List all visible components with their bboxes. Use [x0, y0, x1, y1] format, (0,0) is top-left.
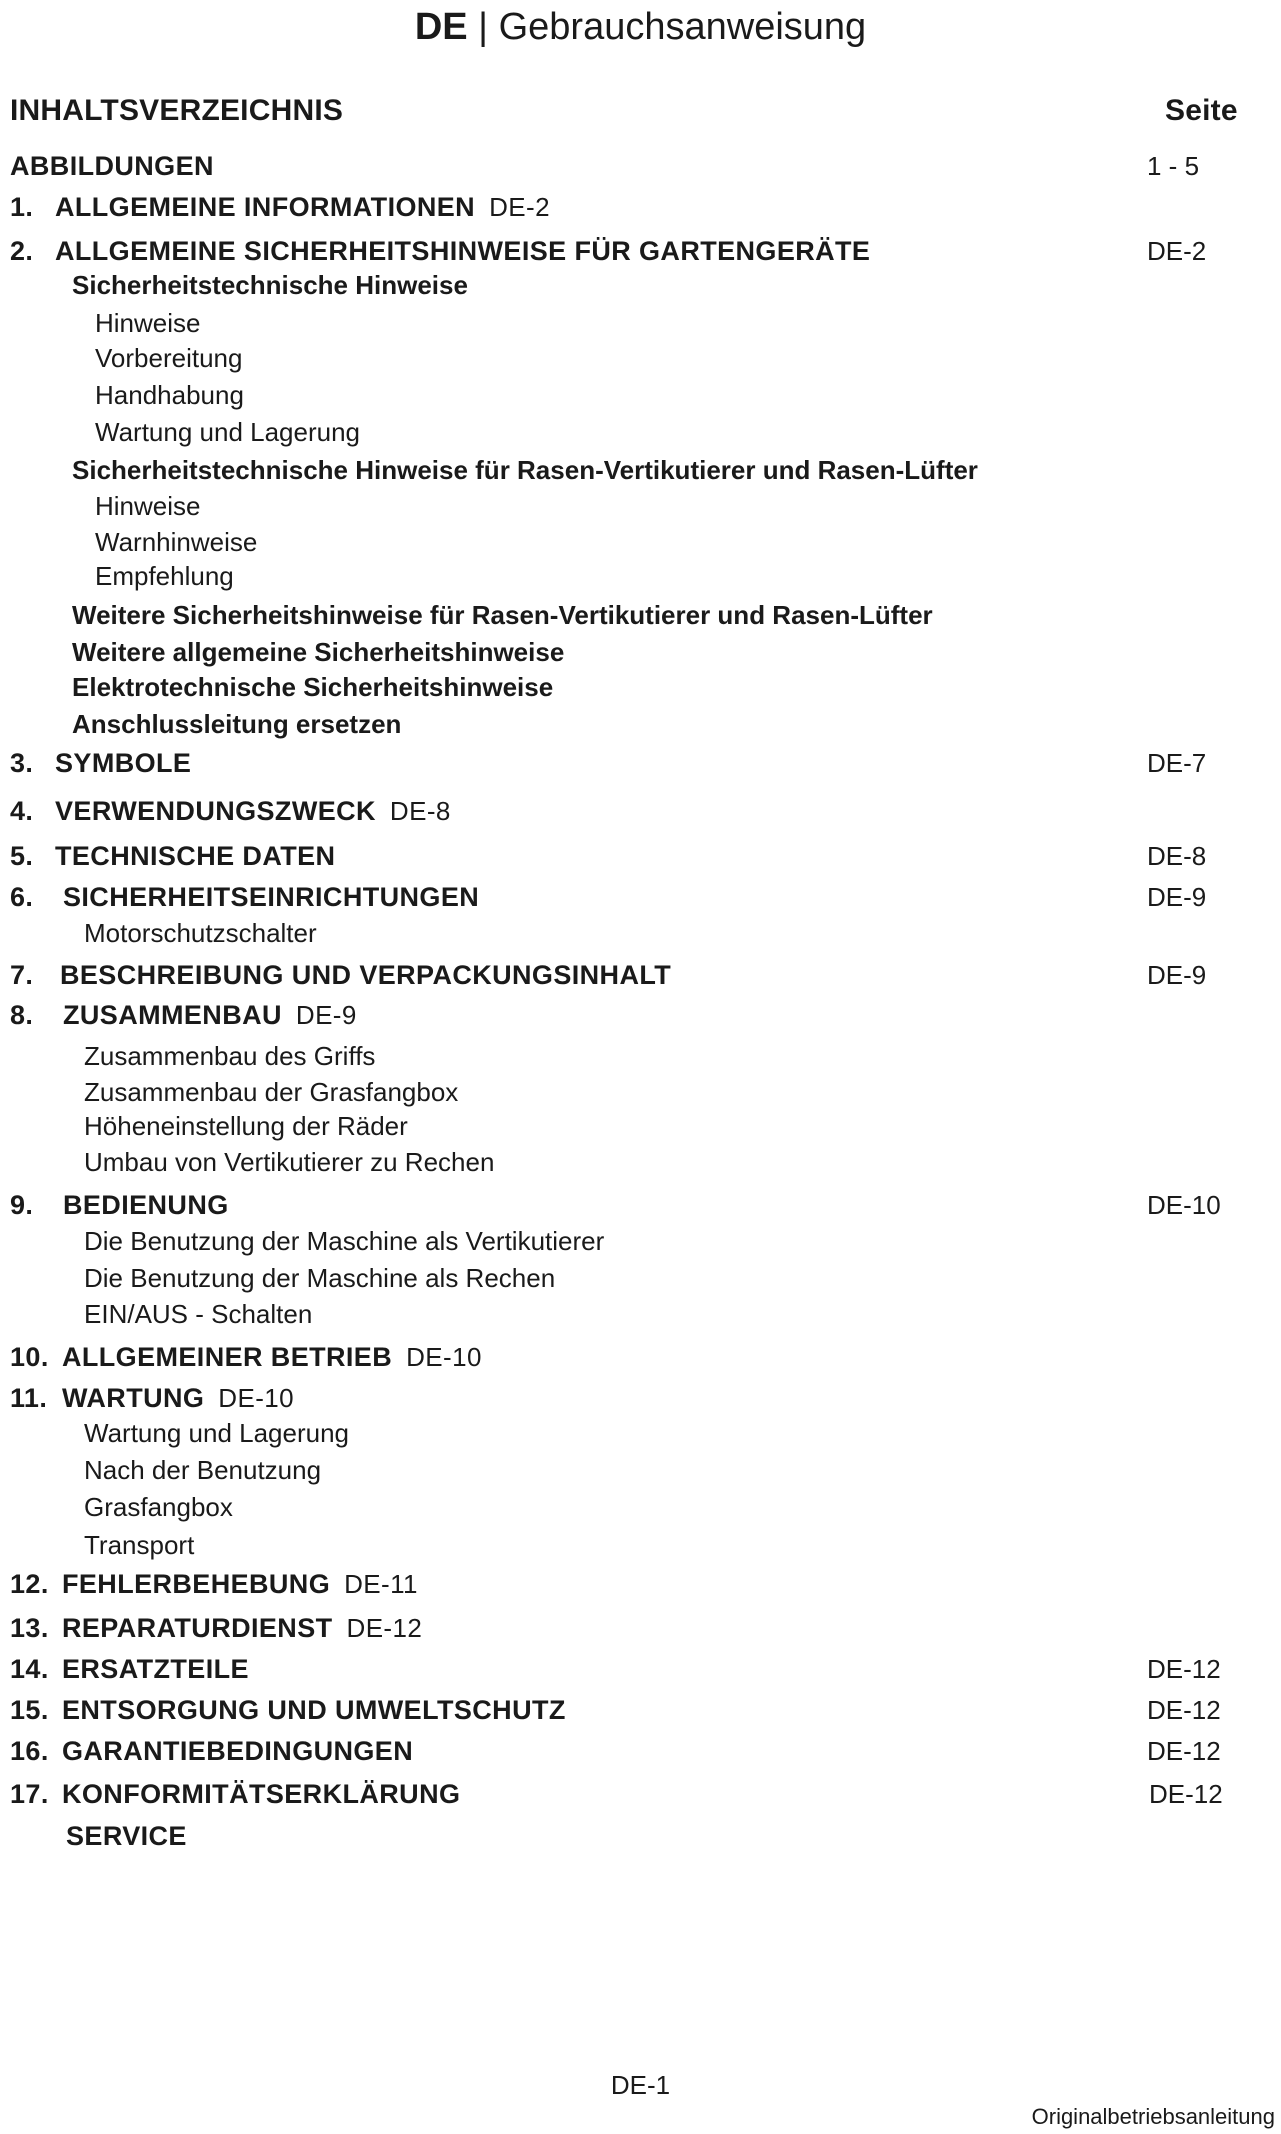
toc-entry-number: 7.	[10, 960, 34, 990]
page-number: DE-1	[610, 2070, 671, 2100]
toc-entry-title: SYMBOLE	[55, 748, 192, 778]
toc-entry-page: DE-8	[1147, 841, 1207, 871]
toc-item-label: Hinweise	[95, 308, 201, 338]
toc-entry-number: 6.	[10, 882, 34, 912]
toc-item-label: Zusammenbau des Griffs	[84, 1041, 376, 1071]
toc-item-label: Die Benutzung der Maschine als Rechen	[84, 1263, 556, 1293]
toc-entry-title: ENTSORGUNG UND UMWELTSCHUTZ	[62, 1695, 566, 1725]
toc-entry-page: DE-12	[1147, 1736, 1221, 1766]
toc-entry-title: ZUSAMMENBAU	[63, 1000, 282, 1030]
toc-entry-title: ERSATZTEILE	[62, 1654, 249, 1684]
toc-subentry-title: Elektrotechnische Sicherheitshinweise	[72, 672, 554, 702]
toc-entry-page: DE-12	[1149, 1779, 1223, 1809]
toc-entry-page: DE-12	[1147, 1654, 1221, 1684]
toc-entry-page: DE-11	[344, 1569, 418, 1599]
document-title: Gebrauchsanweisung	[498, 6, 867, 48]
toc-entry-page: 1 - 5	[1147, 151, 1200, 181]
toc-entry-title: ALLGEMEINE INFORMATIONEN	[55, 192, 476, 222]
toc-subentry-title: Anschlussleitung ersetzen	[72, 709, 402, 739]
toc-item-label: EIN/AUS - Schalten	[84, 1299, 313, 1329]
toc-entry-page: DE-10	[1147, 1190, 1221, 1220]
toc-entry-page: DE-9	[1147, 882, 1207, 912]
toc-entry-number: 17.	[10, 1779, 49, 1809]
toc-item-label: Warnhinweise	[95, 527, 258, 557]
toc-entry-title: BEDIENUNG	[63, 1190, 229, 1220]
toc-entry-number: 8.	[10, 1000, 34, 1030]
toc-item-label: Motorschutzschalter	[84, 918, 317, 948]
footer-note: Originalbetriebsanleitung	[1031, 2104, 1275, 2129]
toc-entry-number: 14.	[10, 1654, 49, 1684]
language-code: DE	[414, 6, 468, 48]
toc-entry-page: DE-9	[295, 1000, 357, 1030]
toc-entry-page: DE-10	[218, 1383, 294, 1413]
toc-entry-title: TECHNISCHE DATEN	[55, 841, 336, 871]
toc-entry-title: SICHERHEITSEINRICHTUNGEN	[63, 882, 480, 912]
toc-entry-page: DE-2	[1147, 236, 1207, 266]
toc-item-label: Höheneinstellung der Räder	[84, 1111, 408, 1141]
toc-subentry-title: Weitere Sicherheitshinweise für Rasen-Vertikutierer und Rasen-Lüfter	[72, 600, 933, 630]
toc-item-label: Wartung und Lagerung	[95, 417, 361, 447]
toc-item-label: Empfehlung	[95, 561, 234, 591]
toc-entry-number: 5.	[10, 841, 34, 871]
toc-entry-number: 10.	[10, 1342, 49, 1372]
toc-subentry-title: Sicherheitstechnische Hinweise	[72, 270, 468, 300]
toc-subentry-title: Weitere allgemeine Sicherheitshinweise	[72, 637, 565, 667]
toc-item-label: Nach der Benutzung	[84, 1455, 322, 1485]
toc-entry-title: GARANTIEBEDINGUNGEN	[62, 1736, 414, 1766]
toc-entry-number: 15.	[10, 1695, 49, 1725]
toc-entry-title: ALLGEMEINER BETRIEB	[62, 1342, 393, 1372]
toc-entry-page: DE-8	[389, 796, 451, 826]
toc-entry-number: 13.	[10, 1613, 49, 1643]
toc-entry-page: DE-7	[1147, 748, 1207, 778]
toc-entry-title: REPARATURDIENST	[62, 1613, 333, 1643]
toc-entry-title: VERWENDUNGSZWECK	[55, 796, 376, 826]
toc-entry-title: FEHLERBEHEBUNG	[62, 1569, 331, 1599]
page-column-heading: Seite	[1165, 94, 1238, 127]
toc-item-label: Grasfangbox	[84, 1492, 233, 1522]
toc-entry-number: 9.	[10, 1190, 34, 1220]
toc-entry-number: 16.	[10, 1736, 49, 1766]
toc-entry-title: ABBILDUNGEN	[10, 151, 214, 181]
toc-entry-title: KONFORMITÄTSERKLÄRUNG	[62, 1779, 461, 1809]
toc-entry-number: 4.	[10, 796, 34, 826]
toc-item-label: Umbau von Vertikutierer zu Rechen	[84, 1147, 495, 1177]
toc-entry-page: DE-9	[1147, 960, 1207, 990]
toc-entry-title: BESCHREIBUNG UND VERPACKUNGSINHALT	[60, 960, 672, 990]
toc-item-label: Handhabung	[95, 380, 244, 410]
toc-item-label: Wartung und Lagerung	[84, 1418, 350, 1448]
title-separator: |	[478, 6, 489, 48]
toc-item-label: Zusammenbau der Grasfangbox	[84, 1077, 459, 1107]
toc-entry-page: DE-10	[406, 1342, 482, 1372]
toc-entry-title: WARTUNG	[62, 1383, 205, 1413]
toc-item-label: Hinweise	[95, 491, 201, 521]
toc-entry-number: 11.	[10, 1383, 48, 1413]
toc-entry-title: ALLGEMEINE SICHERHEITSHINWEISE FÜR GARTENGERÄTE	[55, 236, 871, 266]
page-title	[0, 6, 1281, 49]
toc-entry-number: 12.	[10, 1569, 49, 1599]
toc-item-label: Die Benutzung der Maschine als Vertikutierer	[84, 1226, 605, 1256]
toc-entry-title: SERVICE	[66, 1821, 187, 1851]
toc-entry-number: 2.	[10, 236, 34, 266]
toc-heading: INHALTSVERZEICHNIS	[10, 94, 344, 127]
toc-entry-page: DE-12	[346, 1613, 423, 1643]
toc-item-label: Transport	[84, 1530, 195, 1560]
toc-entry-number: 1.	[10, 192, 34, 222]
toc-entry-number: 3.	[10, 748, 34, 778]
toc-entry-page: DE-12	[1147, 1695, 1221, 1725]
toc-subentry-title: Sicherheitstechnische Hinweise für Rasen-Vertikutierer und Rasen-Lüfter	[72, 455, 978, 485]
toc-entry-page: DE-2	[489, 192, 550, 222]
toc-item-label: Vorbereitung	[95, 343, 243, 373]
